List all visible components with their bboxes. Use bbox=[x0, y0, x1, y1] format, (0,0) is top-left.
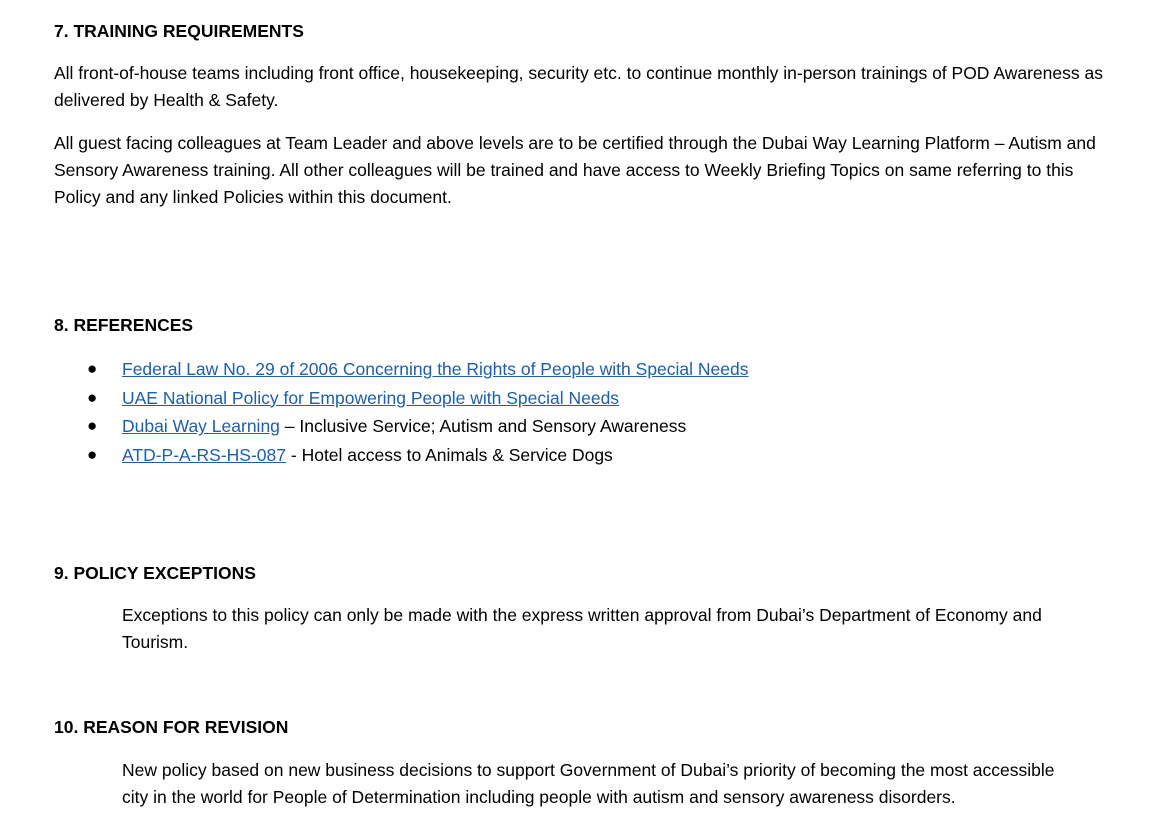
list-item bbox=[54, 355, 749, 384]
list-item bbox=[54, 441, 749, 470]
section-heading-references: 8. REFERENCES bbox=[54, 315, 194, 335]
section-heading-exceptions: 9. POLICY EXCEPTIONS bbox=[54, 563, 256, 583]
reference-link-atd-policy[interactable]: ATD-P-A-RS-HS-087 bbox=[122, 445, 287, 466]
section-heading-revision: 10. REASON FOR REVISION bbox=[54, 717, 289, 737]
reference-suffix: - Hotel access to Animals & Service Dogs bbox=[286, 445, 613, 466]
revision-paragraph: New policy based on new business decisions to support Government of Dubai’s priority of becoming the most accessible city in the world for People of Determination including people with autism and sensory awareness disorders. bbox=[122, 760, 1055, 807]
bullet-icon: ● bbox=[87, 445, 98, 465]
section-heading-training: 7. TRAINING REQUIREMENTS bbox=[54, 21, 304, 41]
references-list bbox=[54, 355, 749, 470]
list-item bbox=[54, 384, 749, 413]
reference-link-uae-policy[interactable]: UAE National Policy for Empowering People with Special Needs bbox=[122, 387, 620, 408]
bullet-icon: ● bbox=[87, 359, 98, 378]
reference-link-dubai-way[interactable]: Dubai Way Learning bbox=[122, 416, 280, 437]
exceptions-paragraph: Exceptions to this policy can only be made with the express written approval from Dubai’s Department of Economy and Tourism. bbox=[122, 605, 1042, 652]
training-paragraph-2: All guest facing colleagues at Team Leader and above levels are to be certified through the Dubai Way Learning Platform – Autism and Sensory Awareness training. All other colleagues will be trained and have access to Weekly Briefing Topics on same referring to this Policy and any linked Policies within this document. bbox=[54, 133, 1096, 207]
bullet-icon: ● bbox=[87, 416, 98, 436]
list-item bbox=[54, 412, 749, 441]
training-paragraph-1: All front-of-house teams including front office, housekeeping, security etc. to continue monthly in-person trainings of POD Awareness as delivered by Health & Safety. bbox=[54, 63, 1103, 110]
reference-link-federal-law[interactable]: Federal Law No. 29 of 2006 Concerning the Rights of People with Special Needs bbox=[122, 359, 749, 379]
bullet-icon: ● bbox=[87, 387, 98, 407]
reference-suffix: – Inclusive Service; Autism and Sensory Awareness bbox=[279, 416, 687, 437]
